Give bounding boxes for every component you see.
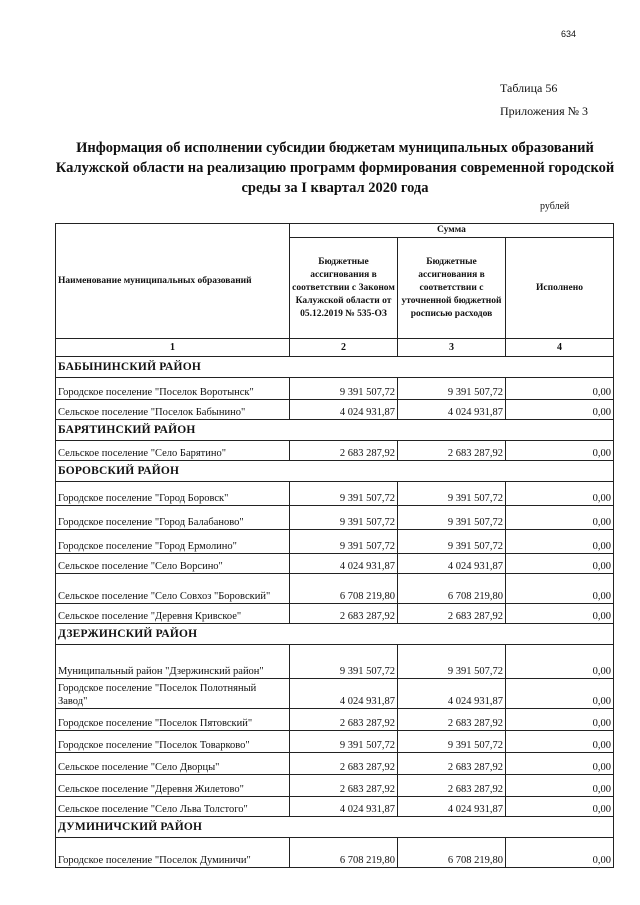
- header-col-number: 2: [290, 339, 398, 357]
- header-col-number: 4: [506, 339, 614, 357]
- executed-value: 0,00: [506, 482, 614, 506]
- law-allocation-value: 9 391 507,72: [290, 645, 398, 679]
- executed-value: 0,00: [506, 574, 614, 604]
- district-empty-cell: [290, 817, 398, 838]
- district-empty-cell: [290, 357, 398, 378]
- municipality-name: Городское поселение "Поселок Воротынск": [56, 378, 290, 400]
- law-allocation-value: 4 024 931,87: [290, 400, 398, 420]
- district-empty-cell: [290, 624, 398, 645]
- table-row: [56, 797, 614, 817]
- executed-value: 0,00: [506, 378, 614, 400]
- table-row: [56, 530, 614, 554]
- law-allocation-value: 9 391 507,72: [290, 731, 398, 753]
- header-col-number: 1: [56, 339, 290, 357]
- header-executed: Исполнено: [506, 238, 614, 339]
- district-empty-cell: [506, 461, 614, 482]
- title-line: Информация об исполнении субсидии бюджетам муниципальных образований: [76, 140, 594, 156]
- header-name: Наименование муниципальных образований: [56, 224, 290, 339]
- law-allocation-value: 4 024 931,87: [290, 554, 398, 574]
- district-row: [56, 817, 614, 838]
- title-line: Калужской области на реализацию программ формирования современной городской: [55, 160, 615, 176]
- district-name: ДЗЕРЖИНСКИЙ РАЙОН: [56, 624, 290, 645]
- subsidy-table: [55, 223, 614, 868]
- municipality-name: Сельское поселение "Село Совхоз "Боровский": [56, 574, 290, 604]
- table-label: Таблица 56: [500, 81, 558, 95]
- district-name: ДУМИНИЧСКИЙ РАЙОН: [56, 817, 290, 838]
- municipality-name: Городское поселение "Город Балабаново": [56, 506, 290, 530]
- table-row: [56, 400, 614, 420]
- district-empty-cell: [290, 420, 398, 441]
- header-law-allocations: Бюджетные ассигнования в соответствии с Законом Калужской области от 05.12.2019 № 535-ОЗ: [290, 238, 398, 339]
- executed-value: 0,00: [506, 838, 614, 868]
- district-empty-cell: [506, 817, 614, 838]
- adjusted-allocation-value: 9 391 507,72: [398, 482, 506, 506]
- adjusted-allocation-value: 6 708 219,80: [398, 574, 506, 604]
- district-empty-cell: [506, 420, 614, 441]
- municipality-name: Сельское поселение "Деревня Кривское": [56, 604, 290, 624]
- municipality-name: Сельское поселение "Село Ворсино": [56, 554, 290, 574]
- district-empty-cell: [398, 357, 506, 378]
- adjusted-allocation-value: 9 391 507,72: [398, 645, 506, 679]
- table-body: [56, 224, 614, 868]
- municipality-name: Сельское поселение "Поселок Бабынино": [56, 400, 290, 420]
- table-row: [56, 709, 614, 731]
- district-name: БАБЫНИНСКИЙ РАЙОН: [56, 357, 290, 378]
- table-row: [56, 554, 614, 574]
- adjusted-allocation-value: 9 391 507,72: [398, 530, 506, 554]
- municipality-name: Сельское поселение "Деревня Жилетово": [56, 775, 290, 797]
- law-allocation-value: 2 683 287,92: [290, 441, 398, 461]
- executed-value: 0,00: [506, 679, 614, 709]
- page-number: 634: [561, 29, 577, 39]
- municipality-name: Городское поселение "Поселок Думиничи": [56, 838, 290, 868]
- adjusted-allocation-value: 4 024 931,87: [398, 679, 506, 709]
- table-row: [56, 731, 614, 753]
- header-adjusted-allocations: Бюджетные ассигнования в соответствии с уточненной бюджетной росписью расходов: [398, 238, 506, 339]
- executed-value: 0,00: [506, 731, 614, 753]
- adjusted-allocation-value: 4 024 931,87: [398, 797, 506, 817]
- executed-value: 0,00: [506, 709, 614, 731]
- district-row: [56, 357, 614, 378]
- law-allocation-value: 6 708 219,80: [290, 838, 398, 868]
- district-empty-cell: [506, 357, 614, 378]
- law-allocation-value: 4 024 931,87: [290, 679, 398, 709]
- executed-value: 0,00: [506, 775, 614, 797]
- law-allocation-value: 6 708 219,80: [290, 574, 398, 604]
- district-name: БОРОВСКИЙ РАЙОН: [56, 461, 290, 482]
- law-allocation-value: 2 683 287,92: [290, 709, 398, 731]
- district-row: [56, 461, 614, 482]
- executed-value: 0,00: [506, 797, 614, 817]
- municipality-name: Городское поселение "Поселок Товарково": [56, 731, 290, 753]
- law-allocation-value: 2 683 287,92: [290, 753, 398, 775]
- executed-value: 0,00: [506, 753, 614, 775]
- law-allocation-value: 2 683 287,92: [290, 604, 398, 624]
- executed-value: 0,00: [506, 604, 614, 624]
- adjusted-allocation-value: 6 708 219,80: [398, 838, 506, 868]
- executed-value: 0,00: [506, 506, 614, 530]
- municipality-name: Сельское поселение "Село Барятино": [56, 441, 290, 461]
- executed-value: 0,00: [506, 441, 614, 461]
- adjusted-allocation-value: 2 683 287,92: [398, 775, 506, 797]
- table-row: [56, 482, 614, 506]
- header-sum: Сумма: [290, 224, 614, 238]
- header-col-number: 3: [398, 339, 506, 357]
- executed-value: 0,00: [506, 645, 614, 679]
- municipality-name: Городское поселение "Поселок Пятовский": [56, 709, 290, 731]
- table-row: [56, 838, 614, 868]
- adjusted-allocation-value: 2 683 287,92: [398, 604, 506, 624]
- table-row: [56, 506, 614, 530]
- adjusted-allocation-value: 4 024 931,87: [398, 554, 506, 574]
- executed-value: 0,00: [506, 554, 614, 574]
- table-row: [56, 645, 614, 679]
- district-name: БАРЯТИНСКИЙ РАЙОН: [56, 420, 290, 441]
- district-row: [56, 624, 614, 645]
- adjusted-allocation-value: 2 683 287,92: [398, 753, 506, 775]
- law-allocation-value: 2 683 287,92: [290, 775, 398, 797]
- district-empty-cell: [398, 420, 506, 441]
- appendix-label: Приложения № 3: [500, 104, 589, 118]
- adjusted-allocation-value: 9 391 507,72: [398, 506, 506, 530]
- table-row: [56, 604, 614, 624]
- municipality-name: Муниципальный район "Дзержинский район": [56, 645, 290, 679]
- law-allocation-value: 9 391 507,72: [290, 378, 398, 400]
- municipality-name: Городское поселение "Поселок Полотняный Завод": [56, 679, 290, 709]
- table-row: [56, 753, 614, 775]
- table-row: [56, 378, 614, 400]
- adjusted-allocation-value: 4 024 931,87: [398, 400, 506, 420]
- district-row: [56, 420, 614, 441]
- units-label: рублей: [540, 201, 570, 212]
- table-row: [56, 574, 614, 604]
- district-empty-cell: [398, 817, 506, 838]
- title-line: среды за I квартал 2020 года: [241, 180, 429, 196]
- law-allocation-value: 9 391 507,72: [290, 482, 398, 506]
- adjusted-allocation-value: 9 391 507,72: [398, 378, 506, 400]
- table-row: [56, 775, 614, 797]
- executed-value: 0,00: [506, 530, 614, 554]
- district-empty-cell: [398, 461, 506, 482]
- district-empty-cell: [398, 624, 506, 645]
- law-allocation-value: 4 024 931,87: [290, 797, 398, 817]
- table-row: [56, 679, 614, 709]
- adjusted-allocation-value: 9 391 507,72: [398, 731, 506, 753]
- municipality-name: Городское поселение "Город Ермолино": [56, 530, 290, 554]
- document-title: [55, 138, 615, 198]
- municipality-name: Сельское поселение "Село Дворцы": [56, 753, 290, 775]
- executed-value: 0,00: [506, 400, 614, 420]
- district-empty-cell: [290, 461, 398, 482]
- adjusted-allocation-value: 2 683 287,92: [398, 709, 506, 731]
- municipality-name: Городское поселение "Город Боровск": [56, 482, 290, 506]
- district-empty-cell: [506, 624, 614, 645]
- table-row: [56, 441, 614, 461]
- municipality-name: Сельское поселение "Село Льва Толстого": [56, 797, 290, 817]
- adjusted-allocation-value: 2 683 287,92: [398, 441, 506, 461]
- law-allocation-value: 9 391 507,72: [290, 506, 398, 530]
- law-allocation-value: 9 391 507,72: [290, 530, 398, 554]
